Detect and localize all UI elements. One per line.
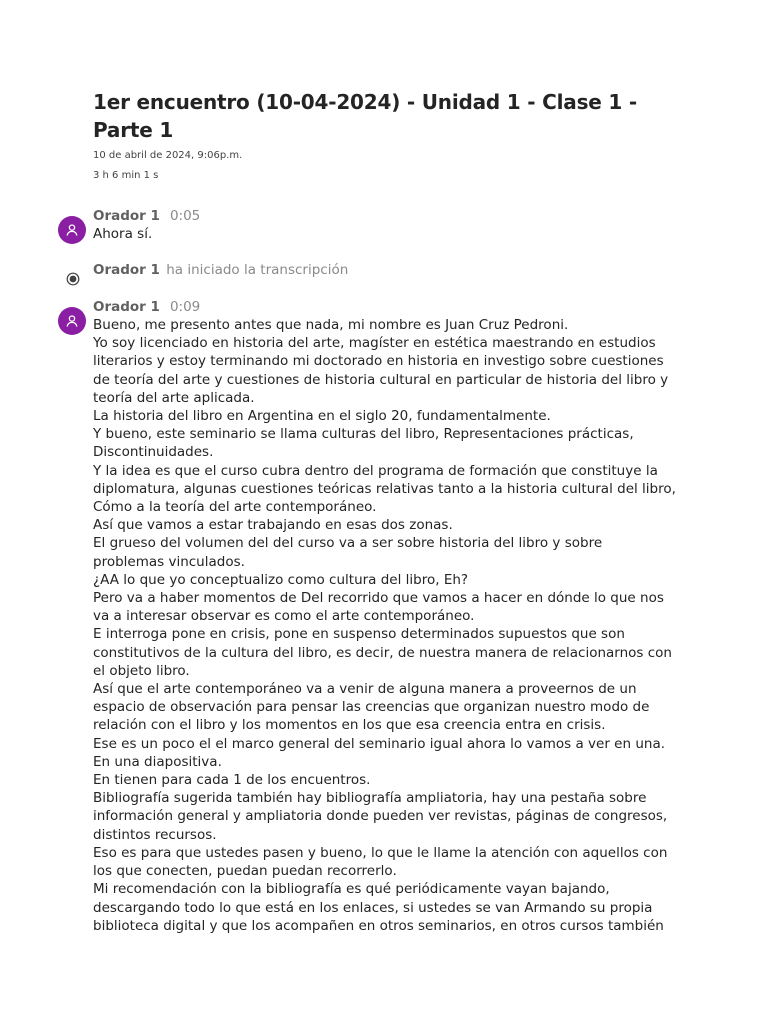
utterance-line: Y la idea es que el curso cubra dentro del programa de formación que constituye la [93,462,658,479]
transcript-entry [93,207,683,243]
utterance-line: Y bueno, este seminario se llama culturas del libro, Representaciones prácticas, [93,426,634,443]
event-description: ha iniciado la transcripción [166,262,349,278]
entry-header [93,207,683,225]
utterance-line: Así que el arte contemporáneo va a venir de alguna manera a proveernos de un [93,681,637,698]
recording-duration: 3 h 6 min 1 s [93,170,159,181]
person-icon [65,314,79,328]
speaker-name: Orador 1 [93,262,160,278]
utterance-line: Discontinuidades. [93,444,214,461]
utterance-line: Así que vamos a estar trabajando en esas dos zonas. [93,517,453,534]
utterance-line: distintos recursos. [93,826,217,843]
entry-header [93,298,683,316]
utterance-block [93,225,683,243]
utterance-line: literarios y estoy terminando mi doctorado en historia en investigo sobre cuestiones [93,353,664,370]
utterance-line: constitutivos de la cultura del libro, es decir, de nuestra manera de relacionarnos con [93,644,672,661]
utterance-line: de teoría del arte y cuestiones de historia cultural en particular de historia del libro y [93,371,669,388]
utterance-line: va a interesar observar es como el arte contemporáneo. [93,608,475,625]
utterance-line: espacio de observación para pensar las creencias que organizan nuestro modo de [93,699,650,716]
utterance-line: descargando todo lo que está en los enlaces, si ustedes se van Armando su propia [93,899,653,916]
utterance-line: Pero va a haber momentos de Del recorrido que vamos a hacer en dónde lo que nos [93,590,664,607]
utterance-line: Ese es un poco el el marco general del seminario igual ahora lo vamos a ver en una. [93,735,666,752]
record-icon [66,272,80,286]
event-line [93,261,683,279]
utterance-line: información general y ampliatoria donde pueden ver revistas, páginas de congresos, [93,808,668,825]
utterance-line: Bibliografía sugerida también hay bibliografía ampliatoria, hay una pestaña sobre [93,790,647,807]
recording-date: 10 de abril de 2024, 9:06p.m. [93,150,243,161]
speaker-name: Orador 1 [93,299,160,315]
utterance-line: Ahora sí. [93,226,153,242]
utterance-line: ¿AA lo que yo conceptualizo como cultura del libro, Eh? [93,571,469,588]
utterance-line: Mi recomendación con la bibliografía es qué periódicamente vayan bajando, [93,881,610,898]
speaker-avatar [58,216,86,244]
utterance-line: los que conecten, puedan puedan recorrerlo. [93,863,397,880]
speaker-avatar [58,307,86,335]
utterance-line: biblioteca digital y que los acompañen en otros seminarios, en otros cursos también [93,917,664,934]
entry-timestamp[interactable]: 0:09 [169,299,201,315]
utterance-line: La historia del libro en Argentina en el siglo 20, fundamentalmente. [93,408,551,425]
utterance-line: el objeto libro. [93,662,190,679]
utterance-line: diplomatura, algunas cuestiones teóricas relativas tanto a la historia cultural del libro, [93,480,676,497]
page-title: 1er encuentro (10-04-2024) - Unidad 1 - Clase 1 - Parte 1 [93,90,637,142]
utterance-line: Bueno, me presento antes que nada, mi nombre es Juan Cruz Pedroni. [93,317,569,333]
person-icon [65,223,79,237]
utterance-line: Yo soy licenciado en historia del arte, magíster en estética maestrando en estudios [93,335,656,352]
entry-timestamp[interactable]: 0:05 [169,208,201,224]
utterance-line: teoría del arte aplicada. [93,389,255,406]
utterance-line: En tienen para cada 1 de los encuentros. [93,772,371,789]
utterance-line: El grueso del volumen del del curso va a ser sobre historia del libro y sobre [93,535,603,552]
utterance-block [93,316,683,935]
utterance-line: Cómo a la teoría del arte contemporáneo. [93,499,377,516]
utterance-line: Eso es para que ustedes pasen y bueno, lo que le llame la atención con aquellos con [93,844,668,861]
transcript-entry [93,298,683,935]
utterance-line: En una diapositiva. [93,753,222,770]
transcription-event [93,261,683,279]
speaker-name: Orador 1 [93,208,160,224]
utterance-line: problemas vinculados. [93,553,245,570]
utterance-line: relación con el libro y los momentos en los que esa creencia entra en crisis. [93,717,606,734]
utterance-line: E interroga pone en crisis, pone en suspenso determinados supuestos que son [93,626,625,643]
